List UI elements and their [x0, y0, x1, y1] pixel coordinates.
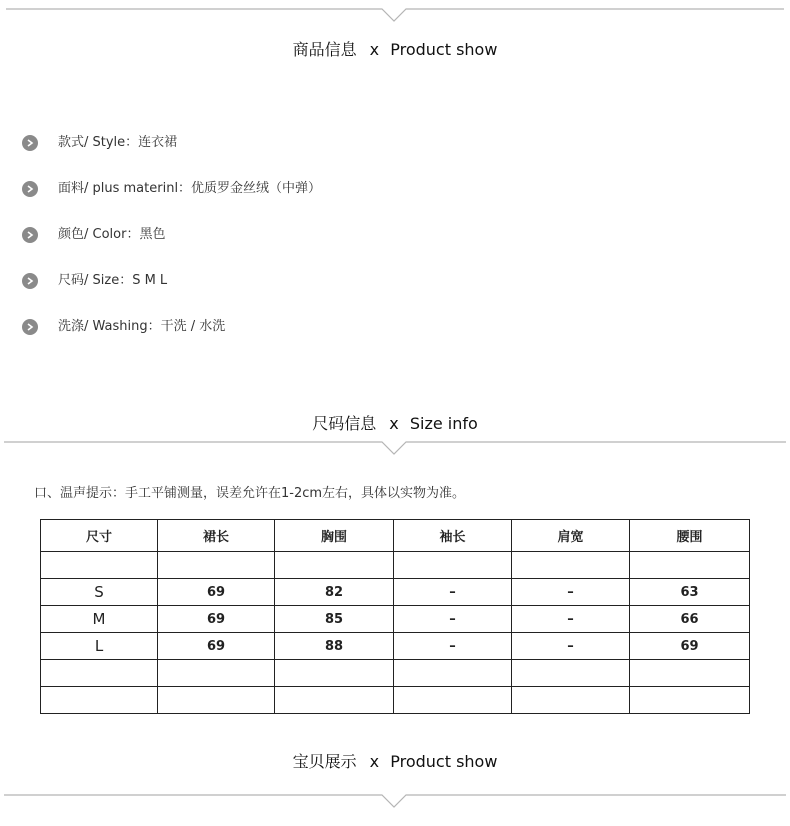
table-cell: [275, 660, 394, 687]
size-info-title: [0, 411, 790, 434]
table-cell: –: [512, 633, 630, 660]
table-cell: [394, 552, 512, 579]
table-cell: [158, 660, 275, 687]
table-cell: [41, 687, 158, 714]
header-cell: 肩宽: [512, 520, 630, 552]
table-cell: 69: [158, 579, 275, 606]
product-info-title-en: Product show: [390, 40, 498, 59]
attribute-color: [22, 226, 321, 272]
header-cell: 袖长: [394, 520, 512, 552]
size-info-title-sep: x: [389, 414, 399, 433]
top-divider: [0, 6, 790, 26]
attribute-text: 面料/ plus materinl：优质罗金丝绒（中弹）: [58, 181, 322, 196]
product-info-title-sep: x: [369, 40, 380, 59]
attribute-text: 洗涤/ Washing：干洗 / 水洗: [58, 319, 226, 334]
table-cell: 66: [630, 606, 750, 633]
gallery-title-sep: x: [369, 752, 380, 771]
attribute-text: 颜色/ Color：黑色: [58, 227, 166, 242]
table-cell: [394, 660, 512, 687]
gallery-title-en: Product show: [390, 752, 498, 771]
table-cell: L: [41, 633, 158, 660]
table-cell: [512, 552, 630, 579]
table-cell: [41, 660, 158, 687]
gallery-title-cn: 宝贝展示: [292, 752, 357, 771]
table-cell: [394, 687, 512, 714]
table-cell: [512, 660, 630, 687]
table-cell: [630, 552, 750, 579]
table-row: [41, 579, 750, 606]
table-cell: [630, 687, 750, 714]
size-table: [40, 519, 750, 714]
table-cell: 63: [630, 579, 750, 606]
attribute-washing: [22, 318, 321, 364]
product-info-title-cn: 商品信息: [292, 40, 357, 59]
table-cell: 69: [158, 606, 275, 633]
table-cell: –: [394, 579, 512, 606]
header-cell: 胸围: [275, 520, 394, 552]
table-row: [41, 633, 750, 660]
attribute-text: 尺码/ Size：S M L: [58, 273, 168, 288]
table-cell: –: [394, 606, 512, 633]
table-cell: –: [512, 579, 630, 606]
table-row: [41, 687, 750, 714]
table-cell: M: [41, 606, 158, 633]
header-cell: 尺寸: [41, 520, 158, 552]
table-cell: –: [512, 606, 630, 633]
chevron-right-icon: [22, 181, 38, 197]
table-cell: 88: [275, 633, 394, 660]
table-cell: [158, 552, 275, 579]
measurement-tip: 口、温声提示：手工平铺测量，误差允许在1-2cm左右，具体以实物为准。: [34, 486, 466, 501]
table-cell: [630, 660, 750, 687]
table-cell: 69: [158, 633, 275, 660]
table-cell: 85: [275, 606, 394, 633]
size-info-title-cn: 尺码信息: [312, 414, 377, 433]
attribute-list: [22, 134, 321, 364]
table-cell: –: [394, 633, 512, 660]
attribute-material: [22, 180, 321, 226]
gallery-title: [0, 749, 790, 772]
table-row: [41, 660, 750, 687]
product-info-title: [0, 37, 790, 60]
table-cell: [512, 687, 630, 714]
table-cell: 69: [630, 633, 750, 660]
size-info-title-en: Size info: [409, 414, 478, 433]
header-cell: 腰围: [630, 520, 750, 552]
chevron-right-icon: [22, 227, 38, 243]
header-cell: 裙长: [158, 520, 275, 552]
table-cell: [275, 687, 394, 714]
table-cell: [158, 687, 275, 714]
attribute-text: 款式/ Style：连衣裙: [58, 135, 178, 150]
chevron-right-icon: [22, 135, 38, 151]
attribute-size: [22, 272, 321, 318]
size-info-divider: [0, 439, 790, 459]
table-cell: [275, 552, 394, 579]
chevron-right-icon: [22, 273, 38, 289]
table-row: [41, 552, 750, 579]
table-row: [41, 606, 750, 633]
table-cell: [41, 552, 158, 579]
bottom-divider: [0, 792, 790, 812]
chevron-right-icon: [22, 319, 38, 335]
table-cell: 82: [275, 579, 394, 606]
table-header-row: [41, 520, 750, 552]
attribute-style: [22, 134, 321, 180]
table-cell: S: [41, 579, 158, 606]
